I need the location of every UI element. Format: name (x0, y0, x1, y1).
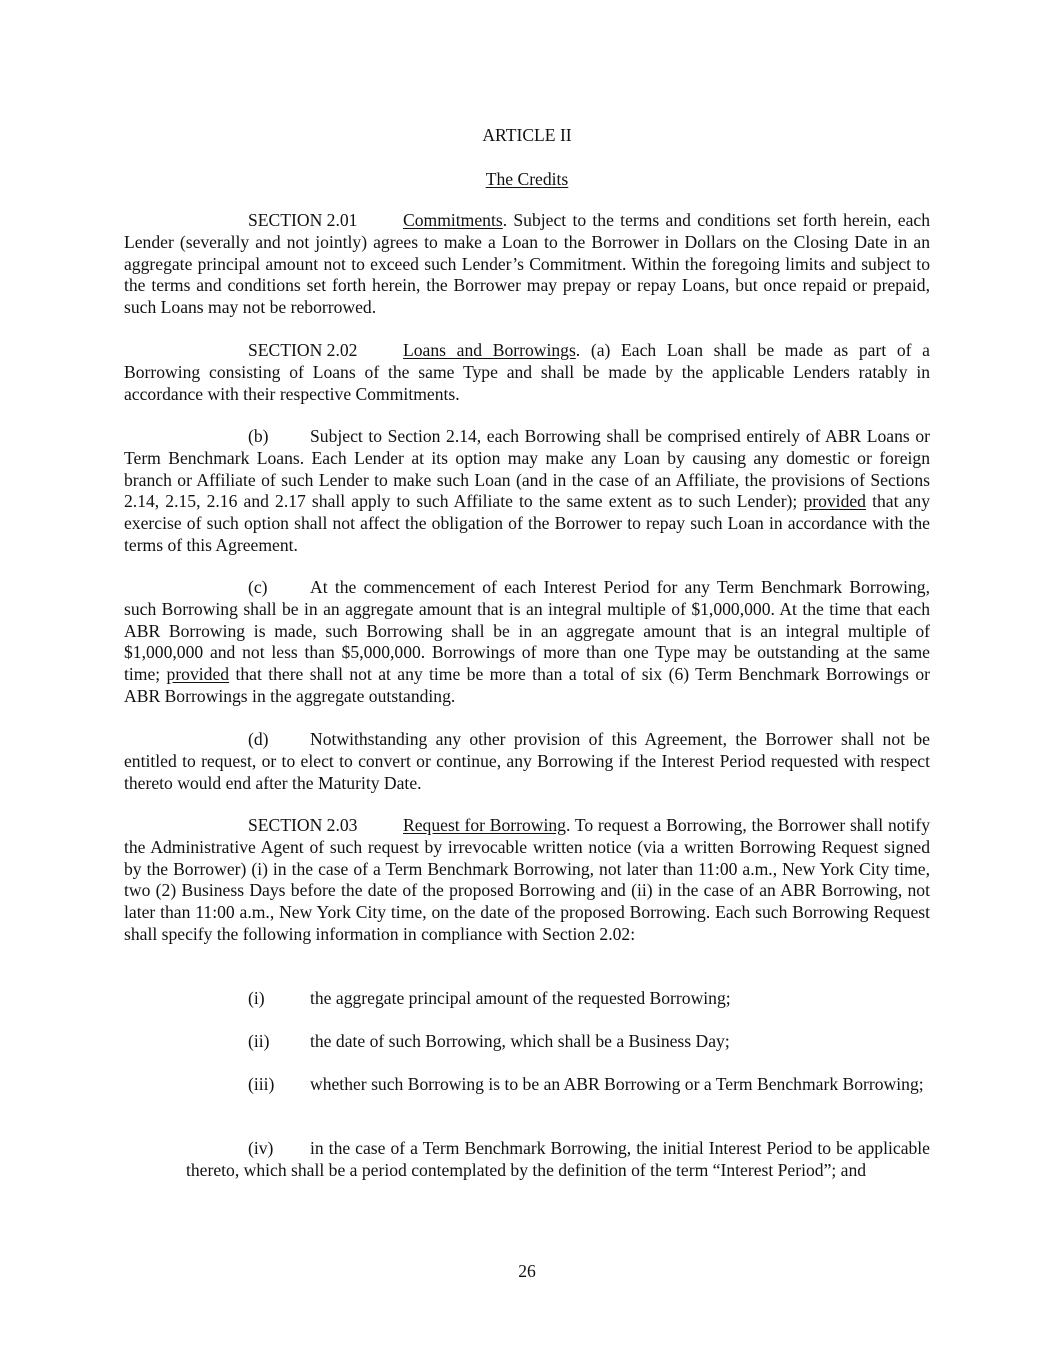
section-2-02-heading: Loans and Borrowings (403, 340, 576, 360)
section-2-02-d (124, 729, 930, 794)
section-2-02-b-text2: that any exercise of such option shall not affect the obligation of the Borrower to repay such Loan in accordance with the terms of this Agreement. (124, 491, 930, 555)
section-2-02-c-text: At the commencement of each Interest Period for any Term Benchmark Borrowing, such Borrowing shall be in an aggregate amount that is an integral multiple of $1,000,000. At the time that each ABR Borrowing is made, such Borrowing shall be in an aggregate amount that is an integral multiple of $1,000,000 and not less than $5,000,000. Borrowings of more than one Type may be outstanding at the same time; (124, 577, 930, 685)
section-2-02-b-label: (b) (248, 426, 269, 446)
section-2-01-label: SECTION 2.01 (248, 210, 358, 230)
section-2-03 (124, 815, 930, 946)
section-2-02-c (124, 577, 930, 708)
list-item-text: the aggregate principal amount of the requested Borrowing; (310, 988, 731, 1008)
list-item-label: (iv) (248, 1138, 274, 1158)
list-item-label: (i) (248, 988, 265, 1008)
list-item-label: (iii) (248, 1074, 275, 1094)
list-item-label: (ii) (248, 1031, 270, 1051)
section-2-02-d-label: (d) (248, 729, 269, 749)
list-item (186, 1031, 930, 1053)
section-2-01-heading: Commitments (403, 210, 503, 230)
section-2-02-b-provided: provided (803, 491, 866, 512)
section-2-02-c-provided: provided (166, 664, 230, 685)
section-2-03-label: SECTION 2.03 (248, 815, 358, 835)
section-2-02-b-text: Subject to Section 2.14, each Borrowing shall be comprised entirely of ABR Loans or Term Benchmark Loans. Each Lender at its option may make any Loan by causing any domestic or foreign branch or Affiliate of such Lender to make such Loan (and in the case of an Affiliate, the provisions of Sections 2.14, 2.15, 2.16 and 2.17 shall apply to such Affiliate to the same extent as to such Lender); (124, 426, 930, 512)
section-2-01-text: . Subject to the terms and conditions set forth herein, each Lender (severally and not jointly) agrees to make a Loan to the Borrower in Dollars on the Closing Date in an aggregate principal amount not to exceed such Lender’s Commitment. Within the foregoing limits and subject to the terms and conditions set forth herein, the Borrower may prepay or repay Loans, but once repaid or prepaid, such Loans may not be reborrowed. (124, 210, 930, 318)
list-item (186, 1138, 930, 1182)
list-item-text: the date of such Borrowing, which shall be a Business Day; (310, 1031, 730, 1051)
document-page (124, 0, 930, 1365)
section-2-02-c-text2: that there shall not at any time be more than a total of six (6) Term Benchmark Borrowings or ABR Borrowings in the aggregate outstanding. (124, 664, 930, 706)
list-item-text: whether such Borrowing is to be an ABR Borrowing or a Term Benchmark Borrowing; (310, 1074, 924, 1094)
section-2-02-label: SECTION 2.02 (248, 340, 358, 360)
section-2-03-heading: Request for Borrowing (403, 815, 566, 835)
section-2-02-d-text: Notwithstanding any other provision of this Agreement, the Borrower shall not be entitled to request, or to elect to convert or continue, any Borrowing if the Interest Period requested with respect thereto would end after the Maturity Date. (124, 729, 930, 793)
list-item (186, 1074, 930, 1096)
section-2-02-a (124, 340, 930, 405)
page-number: 26 (518, 1261, 536, 1281)
list-item (186, 988, 930, 1010)
section-2-02-c-label: (c) (248, 577, 268, 597)
section-2-02-b (124, 426, 930, 557)
article-title: The Credits (485, 169, 569, 189)
section-2-02-a-text: . (a) Each Loan shall be made as part of a Borrowing consisting of Loans of the same Type and shall be made by the applicable Lenders ratably in accordance with their respective Commitments. (124, 340, 930, 404)
article-heading: ARTICLE II (482, 125, 572, 145)
section-2-01 (124, 210, 930, 319)
list-item-text: in the case of a Term Benchmark Borrowing, the initial Interest Period to be applicable thereto, which shall be a period contemplated by the definition of the term “Interest Period”; and (186, 1138, 930, 1180)
section-2-03-text: . To request a Borrowing, the Borrower shall notify the Administrative Agent of such request by irrevocable written notice (via a written Borrowing Request signed by the Borrower) (i) in the case of a Term Benchmark Borrowing, not later than 11:00 a.m., New York City time, two (2) Business Days before the date of the proposed Borrowing and (ii) in the case of an ABR Borrowing, not later than 11:00 a.m., New York City time, on the date of the proposed Borrowing. Each such Borrowing Request shall specify the following information in compliance with Section 2.02: (124, 815, 930, 944)
